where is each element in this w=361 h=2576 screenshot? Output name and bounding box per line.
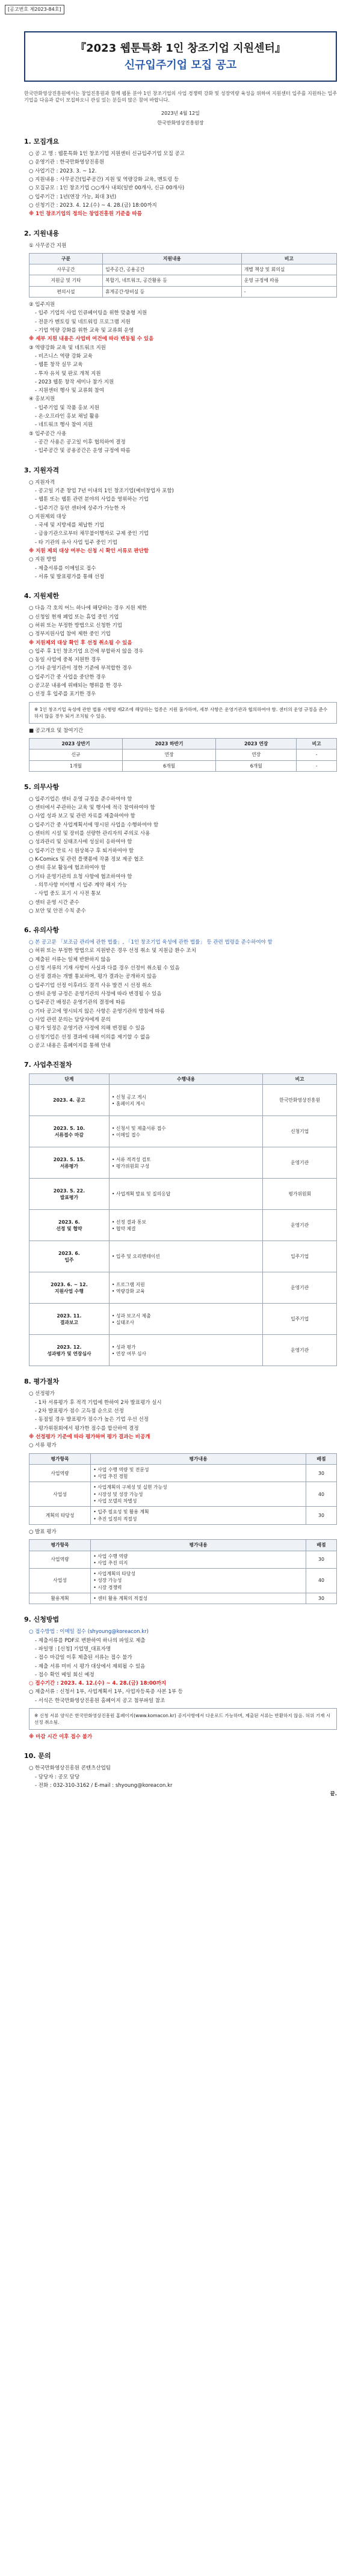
table-cell: 휴게공간·탕비실 등	[103, 286, 242, 297]
application-period: ○ 접수기간 : 2023. 4. 12.(수) ~ 4. 28.(금) 18:00까지	[29, 1680, 167, 1687]
issuing-org: 한국만화영상진흥원장	[157, 120, 204, 126]
subsection-label: ■ 공고개요 및 참여기간	[29, 727, 84, 734]
table-header: 평가항목	[29, 1540, 91, 1551]
table-row	[29, 1085, 337, 1116]
table-header: 구분	[29, 253, 103, 264]
table-row	[29, 1482, 337, 1507]
list-item: - 웹툰 또는 웹툰 관련 분야의 사업을 영위하는 기업	[35, 496, 149, 503]
list-item: - 제출 서류 미비 시 평가 대상에서 제외될 수 있음	[35, 1663, 146, 1670]
table-cell: 30	[306, 1464, 336, 1482]
note-box: ※ 신청 서류 양식은 한국만화영상진흥원 홈페이지(www.komacon.kr) 공지사항에서 다운로드 가능하며, 제출된 서류는 반환하지 않음. 허위 기재 시 선정 취소됨.	[29, 1708, 337, 1730]
section-6	[24, 926, 337, 1049]
table-cell: 사업성	[29, 1569, 91, 1593]
table-cell: 사무공간	[29, 264, 103, 275]
section-9	[24, 1615, 337, 1741]
note-box: ※ 1인 창조기업 육성에 관한 법률 시행령 제2조에 해당하는 업종은 지원 불가하며, 세부 사항은 운영기관과 협의하여야 함. 센터의 운영 규정을 준수하지 않을 경우 퇴거 조치될 수 있음.	[29, 702, 337, 724]
table-cell: 운영기관	[263, 1335, 337, 1366]
subsection-label: ⑤ 입주공간 사용	[29, 430, 67, 437]
list-item: ○ 센터 운영 시간 준수	[29, 899, 79, 906]
table-cell: • 입주 필요성 및 활용 계획 • 추진 일정의 적절성	[91, 1507, 306, 1525]
table-cell: 30	[306, 1593, 336, 1604]
table-cell: 편의시설	[29, 286, 103, 297]
table-cell: 개별 책상 및 회의실	[241, 264, 336, 275]
table-cell: 40	[306, 1569, 336, 1593]
red-note: ※ 1인 창조기업의 정의는 창업진흥원 기준을 따름	[29, 211, 142, 218]
table-cell: 30	[306, 1507, 336, 1525]
list-item: ○ 제출서류 : 신청서 1부, 사업계획서 1부, 사업자등록증 사본 1부 등	[29, 1689, 183, 1695]
list-item: ○ 입주공간 배정은 운영기관의 결정에 따름	[29, 1000, 126, 1006]
list-item: - 국세 및 지방세를 체납한 기업	[35, 522, 105, 529]
list-item: ○ 신청일 현재 폐업 또는 휴업 중인 기업	[29, 614, 119, 620]
table-cell: 30	[306, 1551, 336, 1569]
list-item: ○ 사업기간 : 2023. 3. ~ 12.	[29, 168, 97, 174]
section-title: 6. 유의사항	[24, 926, 60, 935]
title-line-2: 신규입주기업 모집 공고	[124, 58, 237, 72]
list-item: ○ 선정 결과는 개별 통보하며, 평가 결과는 공개하지 않음	[29, 974, 157, 980]
list-item: - 1차 서류평가 후 적격 기업에 한하여 2차 발표평가 실시	[35, 1399, 162, 1406]
presentation-eval-table	[29, 1539, 337, 1604]
table-cell: 운영 규정에 따름	[241, 275, 336, 286]
list-item: ○ 다음 각 호의 어느 하나에 해당하는 경우 지원 제한	[29, 605, 147, 612]
list-item: ○ 기타 운영기관이 정한 기준에 부적합한 경우	[29, 665, 132, 672]
list-item: ○ 공 고 명 : 웹툰특화 1인 창조기업 지원센터 신규입주기업 모집 공고	[29, 151, 185, 157]
list-item: - 네트워크 행사 참여 지원	[35, 422, 93, 429]
list-item: ○ 선정 후 입주를 포기한 경우	[29, 691, 96, 698]
table-cell: • 선정 결과 통보 • 협약 체결	[109, 1210, 263, 1241]
intro-paragraph: 한국만화영상진흥원에서는 창업진흥원과 함께 웹툰 분야 1인 창조기업의 사업 경쟁력 강화 및 성장역량 육성을 위하여 지원센터 입주를 지원하는 입주기업을 다음과 같이 모집하오니 관심 있는 분들의 많은 참여 바랍니다.	[24, 90, 337, 103]
table-cell: 2023. 6. 입주	[29, 1241, 110, 1272]
table-cell: 평가위원회	[263, 1179, 337, 1210]
table-header: 2023 상반기	[29, 739, 123, 749]
table-cell: 2023. 6. ~ 12. 지원사업 수행	[29, 1272, 110, 1304]
table-cell: • 사업 수행 역량 및 전문성 • 사업 추진 경험	[91, 1464, 306, 1482]
list-item: ○ 입주기간 중 사업계획서에 명시된 사업을 수행하여야 함	[29, 822, 159, 828]
table-row	[29, 1335, 337, 1366]
support-table	[29, 253, 337, 298]
section-title: 4. 지원제한	[24, 592, 60, 600]
table-cell: 사업역량	[29, 1551, 91, 1569]
table-header: 배점	[306, 1540, 336, 1551]
list-item: ○ 사업 성과 보고 및 관련 자료를 제출하여야 함	[29, 813, 135, 820]
table-cell: -	[241, 286, 336, 297]
list-item: - 2023 웹툰 창작 세미나 참가 지원	[35, 379, 114, 385]
table-cell: 6개월	[123, 760, 216, 771]
list-item: - 온·오프라인 홍보 채널 활용	[35, 414, 99, 420]
red-note: ※ 세부 지원 내용은 사업비 여건에 따라 변동될 수 있음	[29, 336, 154, 343]
list-item: ○ 제출된 서류는 일체 반환하지 않음	[29, 956, 111, 963]
subsection-label: ○ 발표 평가	[29, 1528, 57, 1535]
table-cell: • 신청 공고 게시 • 홈페이지 게시	[109, 1085, 263, 1116]
list-item: - 투자 유치 및 판로 개척 지원	[35, 370, 101, 377]
table-cell: 운영기관	[263, 1147, 337, 1179]
table-cell: 40	[306, 1482, 336, 1507]
table-row	[29, 1593, 337, 1604]
document-eval-table	[29, 1453, 337, 1525]
table-cell: 입주기업	[263, 1304, 337, 1335]
table-cell: • 성과 평가 • 연장 여부 심사	[109, 1335, 263, 1366]
section-2	[24, 229, 337, 455]
table-row	[29, 264, 337, 275]
table-header: 2023 하반기	[123, 739, 216, 749]
list-item: - 접수 마감일 이후 제출된 서류는 접수 불가	[35, 1655, 132, 1661]
list-item: - 타 기관의 유사 사업 입주 중인 기업	[35, 539, 117, 546]
list-item: - 의무사항 미이행 시 입주 계약 해지 가능	[35, 882, 128, 888]
list-item: ○ 성과관리 및 실태조사에 성실히 응하여야 함	[29, 839, 132, 846]
red-note: ※ 선정평가 기준에 따라 평가하며 평가 결과는 비공개	[29, 1433, 150, 1440]
table-cell: 연장	[216, 749, 297, 760]
table-cell: • 서류 적격성 검토 • 평가위원회 구성	[109, 1147, 263, 1179]
list-item: - 공간 사용은 공고일 이후 협의하여 결정	[35, 439, 126, 446]
section-title: 7. 사업추진절차	[24, 1061, 72, 1069]
table-row	[29, 286, 337, 297]
subsection-label: ② 입주지원	[29, 302, 55, 308]
list-item: ○ 허위 또는 부정한 방법으로 신청한 기업	[29, 622, 123, 629]
table-row	[29, 1507, 337, 1525]
table-row	[29, 1116, 337, 1147]
section-title: 5. 의무사항	[24, 783, 60, 791]
table-cell: 2023. 5. 22. 발표평가	[29, 1179, 110, 1210]
table-cell: • 사업계획 발표 및 질의응답	[109, 1179, 263, 1210]
table-cell: 신규	[29, 749, 123, 760]
table-row	[29, 760, 337, 771]
list-item: ○ 허위 또는 부정한 방법으로 지원받은 경우 선정 취소 및 지원금 환수 조치	[29, 948, 196, 954]
title-line-1: 『2023 웹툰특화 1인 창조기업 지원센터』	[75, 41, 286, 55]
list-item: - 입주공간 및 공용공간은 운영 규정에 따름	[35, 448, 131, 454]
list-item: - 서류 및 발표평가를 통해 선정	[35, 574, 105, 581]
subsection-label: ③ 역량강화 교육 및 네트워크 지원	[29, 344, 106, 351]
table-cell: 1개월	[29, 760, 123, 771]
table-header: 비고	[263, 1074, 337, 1085]
notice-number: [공고번호 제2023-84호]	[5, 5, 64, 14]
list-item: ○ 센터에서 주관하는 교육 및 행사에 적극 참여하여야 함	[29, 805, 155, 811]
section-5	[24, 783, 337, 915]
table-cell: • 성과 보고서 제출 • 실태조사	[109, 1304, 263, 1335]
list-item: - 금융기관으로부터 채무불이행자로 규제 중인 기업	[35, 531, 149, 537]
list-item: ○ 기타 운영기관의 요청 사항에 협조하여야 함	[29, 873, 132, 880]
title-box	[24, 31, 337, 82]
table-cell: • 사업계획의 타당성 • 성장 가능성 • 시장 경쟁력	[91, 1569, 306, 1593]
list-item: - 입주기업 및 작품 홍보 지원	[35, 404, 99, 411]
list-item: - 지원센터 행사 및 교류회 참여	[35, 388, 105, 394]
table-row	[29, 1551, 337, 1569]
subsection-label: ○ 지원제외 대상	[29, 513, 67, 520]
table-cell: 활용계획	[29, 1593, 91, 1604]
period-table	[29, 738, 337, 772]
list-item: - 접수 확인 메일 회신 예정	[35, 1671, 94, 1678]
list-item: ○ 신청 서류의 기재 사항이 사실과 다를 경우 선정이 취소될 수 있음	[29, 965, 180, 972]
list-item: ○ 한국만화영상진흥원 콘텐츠산업팀	[29, 1765, 111, 1772]
list-item: ○ 공고 내용은 홈페이지를 통해 안내	[29, 1042, 111, 1049]
table-header: 평가내용	[91, 1540, 306, 1551]
table-cell: • 프로그램 지원 • 역량강화 교육	[109, 1272, 263, 1304]
table-cell: -	[297, 749, 337, 760]
list-item: ○ 센터의 시설 및 장비를 선량한 관리자의 주의로 사용	[29, 831, 150, 837]
table-cell: 2023. 5. 15. 서류평가	[29, 1147, 110, 1179]
subsection-label: ○ 서류 평가	[29, 1442, 57, 1449]
table-header: 평가항목	[29, 1453, 91, 1464]
table-row	[29, 1304, 337, 1335]
section-1	[24, 137, 337, 218]
table-row	[29, 1241, 337, 1272]
section-7	[24, 1060, 337, 1366]
announcement-date: 2023년 4월 12일	[161, 110, 200, 116]
table-cell: 사업역량	[29, 1464, 91, 1482]
list-item: ○ 운영기관 : 한국만화영상진흥원	[29, 159, 105, 166]
list-item: ○ 입주기간 : 1년(연장 가능, 최대 3년)	[29, 194, 117, 200]
list-item: ○ 센터 운영 규정은 운영기관의 사정에 따라 변경될 수 있음	[29, 991, 162, 998]
red-note: ※ 마감 시간 이후 접수 불가	[29, 1734, 93, 1741]
list-item: ○ 공고문 내용에 위배되는 행위를 한 경우	[29, 683, 123, 689]
red-note: ※ 지원제외 대상 확인 후 선정 취소될 수 있음	[29, 639, 132, 646]
table-header: 비고	[241, 253, 336, 264]
table-row	[29, 749, 337, 760]
section-title: 1. 모집개요	[24, 138, 60, 146]
end-mark: 끝.	[330, 1791, 337, 1798]
table-cell: 2023. 6. 선정 및 협약	[29, 1210, 110, 1241]
schedule-table	[29, 1073, 337, 1366]
list-item: ○ 기타 공고에 명시되지 않은 사항은 운영기관의 방침에 따름	[29, 1008, 165, 1015]
table-row	[29, 1464, 337, 1482]
list-item: ○ 동일 사업에 중복 지원한 경우	[29, 657, 101, 664]
table-cell: 운영기관	[263, 1272, 337, 1304]
table-header: 비고	[297, 739, 337, 749]
section-10	[24, 1751, 337, 1798]
table-cell: 입주공간, 공용공간	[103, 264, 242, 275]
table-row	[29, 1210, 337, 1241]
list-item: ○ 보안 및 안전 수칙 준수	[29, 908, 86, 914]
table-cell: 복합기, 네트워크, 공간활용 등	[103, 275, 242, 286]
list-item: ○ 접수방법 : 이메일 접수 (shyoung@koreacon.kr)	[29, 1629, 149, 1635]
list-item: ○ 선정평가	[29, 1391, 55, 1397]
table-header: 2023 연장	[216, 739, 297, 749]
table-cell: 지원금 및 기타	[29, 275, 103, 286]
table-row	[29, 275, 337, 286]
list-item: ○ 입주기업은 센터 운영 규정을 준수하여야 함	[29, 796, 132, 802]
table-cell: 운영기관	[263, 1210, 337, 1241]
list-item: ○ 신청기간 : 2023. 4. 12.(수) ~ 4. 28.(금) 18:00까지	[29, 202, 157, 209]
section-8	[24, 1377, 337, 1604]
section-title: 10. 문의	[24, 1752, 51, 1760]
contact-line: - 전화 : 032-310-3162 / E-mail : shyoung@koreacon.kr	[35, 1782, 173, 1789]
section-3	[24, 466, 337, 581]
table-cell: 신청기업	[263, 1116, 337, 1147]
subsection-label: ④ 홍보지원	[29, 396, 55, 403]
table-cell: 연장	[123, 749, 216, 760]
table-cell: 계획의 타당성	[29, 1507, 91, 1525]
table-cell: • 입주 및 오리엔테이션	[109, 1241, 263, 1272]
list-item: - 입주 기업의 사업 인큐베이팅을 위한 맞춤형 지원	[35, 310, 147, 317]
list-item: ○ 지원내용 : 사무공간(입주공간) 지원 및 역량강화 교육, 멘토링 등	[29, 177, 179, 183]
list-item: ○ 입주기업 선정 이후라도 결격 사유 발견 시 선정 취소	[29, 982, 152, 989]
list-item: - 사업 중도 포기 시 사전 통보	[35, 891, 101, 897]
table-header: 수행내용	[109, 1074, 263, 1085]
list-item: - 동점일 경우 발표평가 점수가 높은 기업 우선 선정	[35, 1417, 149, 1423]
table-cell: 6개월	[216, 760, 297, 771]
list-item: ○ 센터 홍보 활동에 협조하여야 함	[29, 865, 106, 871]
table-cell: • 사업 수행 역량 • 사업 추진 의지	[91, 1551, 306, 1569]
table-cell: • 센터 활용 계획의 적절성	[91, 1593, 306, 1604]
table-cell: 2023. 12. 성과평가 및 연장심사	[29, 1335, 110, 1366]
table-cell: 2023. 4. 공고	[29, 1085, 110, 1116]
table-row	[29, 1272, 337, 1304]
list-item: ○ 입주기간 만료 시 원상복구 후 퇴거하여야 함	[29, 847, 134, 854]
list-item: ○ 정부지원사업 참여 제한 중인 기업	[29, 631, 111, 638]
list-item: - 제출서류를 PDF로 변환하여 하나의 파일로 제출	[35, 1637, 146, 1644]
table-cell: 사업성	[29, 1482, 91, 1507]
list-item: - 서식은 한국만화영상진흥원 홈페이지 공고 첨부파일 참조	[35, 1697, 165, 1704]
table-cell: 입주기업	[263, 1241, 337, 1272]
list-item: ○ K-Comics 및 관련 플랫폼에 작품 정보 제공 협조	[29, 856, 144, 863]
table-cell: -	[297, 760, 337, 771]
list-item: - 제출서류를 이메일로 접수	[35, 565, 96, 572]
list-item: - 2차 발표평가 점수 고득점 순으로 선정	[35, 1408, 124, 1415]
table-row	[29, 1179, 337, 1210]
list-item: - 기업 역량 강화를 위한 교육 및 교류회 운영	[35, 327, 134, 334]
subsection-label: ① 사무공간 지원	[29, 242, 67, 249]
list-item: - 담당자 : 공모 담당	[35, 1774, 80, 1780]
table-header: 지원내용	[103, 253, 242, 264]
table-cell: 한국만화영상진흥원	[263, 1085, 337, 1116]
section-title: 2. 지원내용	[24, 229, 60, 237]
list-item: ○ 평가 일정은 운영기관 사정에 의해 변경될 수 있음	[29, 1025, 146, 1032]
section-title: 9. 신청방법	[24, 1616, 60, 1624]
list-item: - 웹툰 창작 실무 교육	[35, 362, 83, 368]
list-item: - 평가위원회에서 평가한 점수를 합산하여 결정	[35, 1425, 139, 1432]
table-cell: 2023. 11. 결과보고	[29, 1304, 110, 1335]
subsection-label: ○ 지원 방법	[29, 557, 57, 563]
list-item: ○ 본 공고문 「보조금 관리에 관한 법률」, 「1인 창조기업 육성에 관한 법률」 등 관련 법령을 준수하여야 함	[29, 939, 273, 946]
list-item: ○ 모집규모 : 1인 창조기업 ○○개사 내외(일반 00개사, 신규 00개사)	[29, 185, 185, 192]
subsection-label: ○ 지원자격	[29, 479, 55, 486]
table-row	[29, 1147, 337, 1179]
list-item: - 공고일 기준 창업 7년 이내의 1인 창조기업(예비창업자 포함)	[35, 487, 174, 494]
list-item: - 입주기간 동안 센터에 상주가 가능한 자	[35, 505, 126, 511]
section-4	[24, 591, 337, 772]
table-cell: • 사업계획의 구체성 및 실현 가능성 • 시장성 및 성장 가능성 • 사업 모델의 차별성	[91, 1482, 306, 1507]
section-title: 8. 평가절차	[24, 1378, 60, 1386]
list-item: - 파일명 : [신청] 기업명_대표자명	[35, 1646, 111, 1652]
list-item: - 전문가 멘토링 및 네트워킹 프로그램 지원	[35, 319, 131, 325]
list-item: ○ 사업 관련 문의는 담당자에게 문의	[29, 1016, 111, 1023]
list-item: ○ 입주 후 1인 창조기업 요건에 부합하지 않을 경우	[29, 648, 144, 655]
table-header: 단계	[29, 1074, 110, 1085]
table-cell: 2023. 5. 10. 서류접수 마감	[29, 1116, 110, 1147]
list-item: ○ 입주기간 중 사업을 중단한 경우	[29, 674, 106, 680]
table-header: 배점	[306, 1453, 336, 1464]
list-item: ○ 신청기업은 선정 결과에 대해 이의를 제기할 수 없음	[29, 1034, 150, 1040]
list-item: - 비즈니스 역량 강화 교육	[35, 353, 93, 359]
table-cell: • 신청서 및 제출서류 접수 • 이메일 접수	[109, 1116, 263, 1147]
table-row	[29, 1569, 337, 1593]
red-note: ※ 지원 제외 대상 여부는 신청 시 확인 서류로 판단함	[29, 548, 149, 555]
table-header: 평가내용	[91, 1453, 306, 1464]
section-title: 3. 지원자격	[24, 466, 60, 474]
